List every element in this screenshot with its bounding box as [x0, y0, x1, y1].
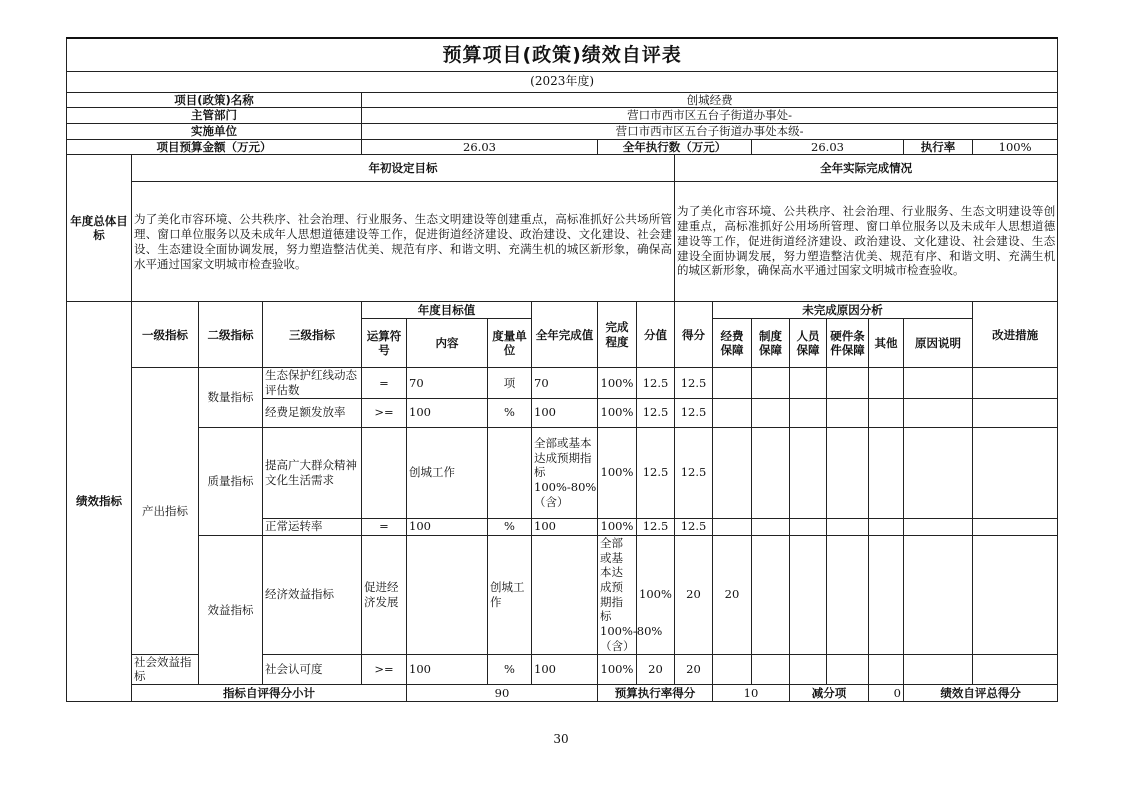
- indicator-name: 促进经济发展: [362, 535, 407, 654]
- header-score: 得分: [675, 302, 713, 368]
- indicator-unit: [488, 427, 532, 518]
- indicator-name: 生态保护红线动态评估数: [263, 368, 362, 398]
- header-target-group: 年度目标值: [362, 302, 532, 319]
- indicator-score: 20: [675, 654, 713, 684]
- header-reason-funding: 经费保障: [713, 319, 752, 368]
- economic-indicator-label: 经济效益指标: [263, 535, 362, 654]
- indicator-operator: >=: [362, 654, 407, 684]
- indicator-name: 社会认可度: [263, 654, 362, 684]
- page-number: 30: [553, 732, 569, 746]
- indicator-name: 经费足额发放率: [263, 398, 362, 427]
- header-weight: 分值: [637, 302, 675, 368]
- indicator-unit: %: [488, 518, 532, 535]
- indicator-value: 全部或基本达成预期指标100%-80%（含）: [598, 535, 637, 654]
- indicator-operator: >=: [362, 398, 407, 427]
- impl-label: 实施单位: [67, 123, 362, 139]
- indicator-weight: 20: [637, 654, 675, 684]
- indicator-weight: 12.5: [637, 368, 675, 398]
- indicator-completion: 100%: [637, 535, 675, 654]
- indicator-unit: %: [488, 654, 532, 684]
- indicator-completion: 100%: [598, 398, 637, 427]
- exec-rate-label: 执行率: [904, 139, 973, 155]
- header-operator: 运算符号: [362, 319, 407, 368]
- annual-goal-label: 年度总体目标: [67, 155, 132, 302]
- indicator-value: 100: [532, 398, 598, 427]
- indicator-operator: =: [362, 518, 407, 535]
- project-name-value: 创城经费: [362, 92, 1058, 108]
- indicator-completion: 100%: [598, 654, 637, 684]
- initial-goal-header: 年初设定目标: [132, 155, 675, 182]
- indicator-unit: 项: [488, 368, 532, 398]
- exec-score-label: 预算执行率得分: [598, 685, 713, 702]
- indicator-weight: 12.5: [637, 427, 675, 518]
- indicator-score: 12.5: [675, 427, 713, 518]
- evaluation-table: [66, 37, 1058, 702]
- indicator-value: 全部或基本达成预期指标100%-80%（含）: [532, 427, 598, 518]
- total-score-label: 绩效自评总得分: [904, 685, 1058, 702]
- indicator-operator: =: [362, 368, 407, 398]
- deduction-value: 0: [869, 685, 904, 702]
- header-completion: 完成程度: [598, 302, 637, 368]
- indicator-weight: 12.5: [637, 518, 675, 535]
- subtotal-value: 90: [407, 685, 598, 702]
- header-reason-other: 其他: [869, 319, 904, 368]
- indicator-content: 100: [407, 654, 488, 684]
- dept-label: 主管部门: [67, 108, 362, 124]
- budget-exec-value: 26.03: [752, 139, 904, 155]
- indicator-value: 100: [532, 654, 598, 684]
- indicator-unit: [532, 535, 598, 654]
- header-reason-staff: 人员保障: [790, 319, 827, 368]
- indicator-value: 100: [532, 518, 598, 535]
- budget-amount-value: 26.03: [362, 139, 598, 155]
- exec-score-value: 10: [713, 685, 790, 702]
- output-indicator-label: 产出指标: [132, 368, 199, 654]
- indicator-value: 70: [532, 368, 598, 398]
- quantity-indicator-label: 数量指标: [199, 368, 263, 427]
- indicator-content: 70: [407, 368, 488, 398]
- header-content: 内容: [407, 319, 488, 368]
- indicator-weight: 12.5: [637, 398, 675, 427]
- project-name-label: 项目(政策)名称: [67, 92, 362, 108]
- header-reason-group: 未完成原因分析: [713, 302, 973, 319]
- header-level3: 三级指标: [263, 302, 362, 368]
- indicator-unit: %: [488, 398, 532, 427]
- budget-exec-label: 全年执行数（万元）: [598, 139, 752, 155]
- header-full-year: 全年完成值: [532, 302, 598, 368]
- indicator-score: 12.5: [675, 398, 713, 427]
- dept-value: 营口市西市区五台子街道办事处-: [362, 108, 1058, 124]
- initial-goal-text: 为了美化市容环境、公共秩序、社会治理、行业服务、生态文明建设等创建重点，高标准抓好公共场所管理、窗口单位服务以及未成年人思想道德建设等工作，促进街道经济建设、政治建设、文化建设、社会建设、生态建设全面协调发展，努力塑造整洁优美、规范有序、和谐文明、充满生机的城区新形象，确保高水平通过国家文明城市检查验收。: [132, 182, 675, 302]
- header-reason-system: 制度保障: [752, 319, 790, 368]
- indicator-score: 20: [713, 535, 752, 654]
- indicator-content: 100: [407, 398, 488, 427]
- quality-indicator-label: 质量指标: [199, 427, 263, 535]
- indicator-name: 提高广大群众精神文化生活需求: [263, 427, 362, 518]
- header-reason-note: 原因说明: [904, 319, 973, 368]
- header-reason-hardware: 硬件条件保障: [827, 319, 869, 368]
- subtotal-label: 指标自评得分小计: [132, 685, 407, 702]
- indicator-score: 12.5: [675, 518, 713, 535]
- indicator-score: 12.5: [675, 368, 713, 398]
- performance-indicators-label: 绩效指标: [67, 302, 132, 702]
- actual-goal-text: 为了美化市容环境、公共秩序、社会治理、行业服务、生态文明建设等创建重点，高标准抓好公用场所管理、窗口单位服务以及未成年人思想道德建设等工作，促进街道经济建设、政治建设、文化建设、社会建设、生态建设全面协调发展，努力塑造整洁优美、规范有序、和谐文明、充满生机的城区新形象，确保高水平通过国家文明城市检查验收。: [675, 182, 1058, 302]
- page-title: 预算项目(政策)绩效自评表: [67, 38, 1058, 71]
- social-indicator-label: 社会效益指标: [132, 654, 199, 684]
- indicator-content: 100: [407, 518, 488, 535]
- header-level1: 一级指标: [132, 302, 199, 368]
- indicator-name: 正常运转率: [263, 518, 362, 535]
- indicator-content: 创城工作: [488, 535, 532, 654]
- exec-rate-value: 100%: [973, 139, 1058, 155]
- indicator-completion: 100%: [598, 518, 637, 535]
- actual-goal-header: 全年实际完成情况: [675, 155, 1058, 182]
- indicator-completion: 100%: [598, 427, 637, 518]
- benefit-indicator-label: 效益指标: [199, 535, 263, 684]
- indicator-weight: 20: [675, 535, 713, 654]
- impl-value: 营口市西市区五台子街道办事处本级-: [362, 123, 1058, 139]
- header-level2: 二级指标: [199, 302, 263, 368]
- year-label: (2023年度): [67, 71, 1058, 92]
- header-unit: 度量单位: [488, 319, 532, 368]
- indicator-content: 创城工作: [407, 427, 488, 518]
- header-improve: 改进措施: [973, 302, 1058, 368]
- indicator-operator: [407, 535, 488, 654]
- indicator-completion: 100%: [598, 368, 637, 398]
- budget-amount-label: 项目预算金额（万元）: [67, 139, 362, 155]
- indicator-operator: [362, 427, 407, 518]
- deduction-label: 减分项: [790, 685, 869, 702]
